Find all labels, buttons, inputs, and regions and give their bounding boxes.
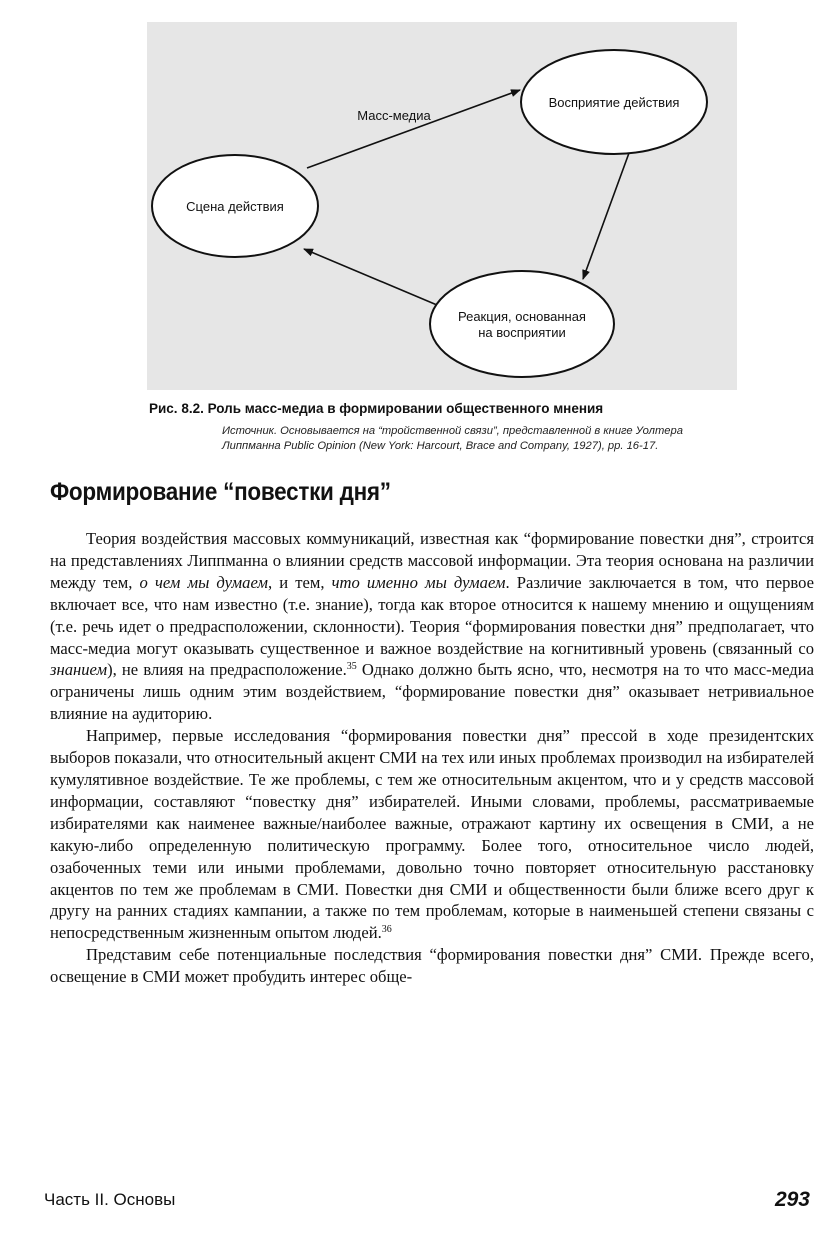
paragraph-2 — [50, 725, 814, 944]
figure-caption: Рис. 8.2. Роль масс-медиа в формировании общественного мнения — [149, 401, 604, 416]
edge-reaction-to-scene — [304, 249, 437, 305]
figure-diagram — [147, 22, 737, 390]
body-text — [50, 528, 814, 988]
edge-perception-to-reaction — [583, 153, 629, 279]
emphasis-text: что именно мы думаем — [331, 572, 506, 592]
paragraph-3 — [50, 944, 814, 988]
node-perception-label: Восприятие действия — [548, 95, 680, 110]
paragraph-text: . Различие заключается в том, что первое включает все, что нам известно (т.е. знание), тогда как второе относится к нашему мнению и ощущениям (т.е. речь идет о предрасположении, склонности). Теория “формирования повестки дня” предполагает, что масс-медиа могут оказывать существенное и важное воздействие на когнитивный уровень (связанный со — [50, 572, 815, 658]
emphasis-text: о чем мы думаем — [139, 572, 268, 592]
emphasis-text: знанием — [50, 660, 108, 680]
paragraph-1 — [50, 528, 814, 725]
footnote-ref-36[interactable]: 36 — [381, 924, 392, 936]
footer-part-title: Часть II. Основы — [44, 1190, 176, 1209]
section-heading: Формирование “повестки дня” — [50, 478, 391, 506]
paragraph-text: ), не влияя на предрасположение. — [107, 660, 347, 680]
node-reaction-label-line1: Реакция, основанная — [458, 309, 586, 324]
paragraph-text: , и тем, — [267, 572, 332, 592]
footnote-ref-35[interactable]: 35 — [346, 661, 357, 673]
paragraph-text: Представим себе потенциальные последствия “формирования повестки дня” СМИ. Прежде всего, освещение в СМИ может пробудить интерес обще- — [50, 945, 814, 987]
page-number: 293 — [774, 1188, 810, 1211]
node-reaction-label-line2: на восприятии — [478, 325, 566, 340]
figure-source-line2: Липпманна Public Opinion (New York: Harcourt, Brace and Company, 1927), pp. 16-17. — [222, 440, 659, 452]
edge-label-mass-media: Масс-медиа — [357, 108, 431, 123]
paragraph-text: Однако должно быть ясно, что, несмотря на то что масс-медиа ограничены лишь одним этим воздействием, “формирование повестки дня” оказывает нетривиальное влияние на аудиторию. — [50, 660, 814, 724]
paragraph-text: Теория воздействия массовых коммуникаций, известная как “формирование повестки дня”, строится на представлениях Липпманна о влиянии средств массовой информации. Эта теория основана на различии между тем, — [50, 529, 814, 592]
edge-scene-to-perception — [307, 90, 520, 168]
figure-source — [222, 424, 732, 454]
paragraph-text: Например, первые исследования “формирования повестки дня” прессой в ходе президентских выборов показали, что относительный акцент СМИ на тех или иных проблемах производил на избирателей кумулятивное воздействие. Те же проблемы, с тем же относительным акцентом, что и у средств массовой информации, составляют “повестку дня” избирателей. Иными словами, проблемы, рассматриваемые избирателями как наименее важные/наиболее важные, отражают картину их освещения в СМИ, а не какую-либо определенную политическую программу. Более того, относительное число людей, озабоченных теми или иными проблемами, довольно точно повторяет относительную расстановку акцентов по тем же проблемам в СМИ. Повестки дня СМИ и общественности были ближе всего друг к другу на ранних стадиях кампании, а также по тем проблемам, которые в наименьшей степени связаны с непосредственным жизненным опытом людей. — [50, 726, 814, 943]
figure-source-line1: Источник. Основывается на “тройственной связи”, представленной в книге Уолтера — [222, 425, 683, 437]
node-scene-label: Сцена действия — [186, 199, 284, 214]
node-reaction-label — [437, 309, 607, 341]
